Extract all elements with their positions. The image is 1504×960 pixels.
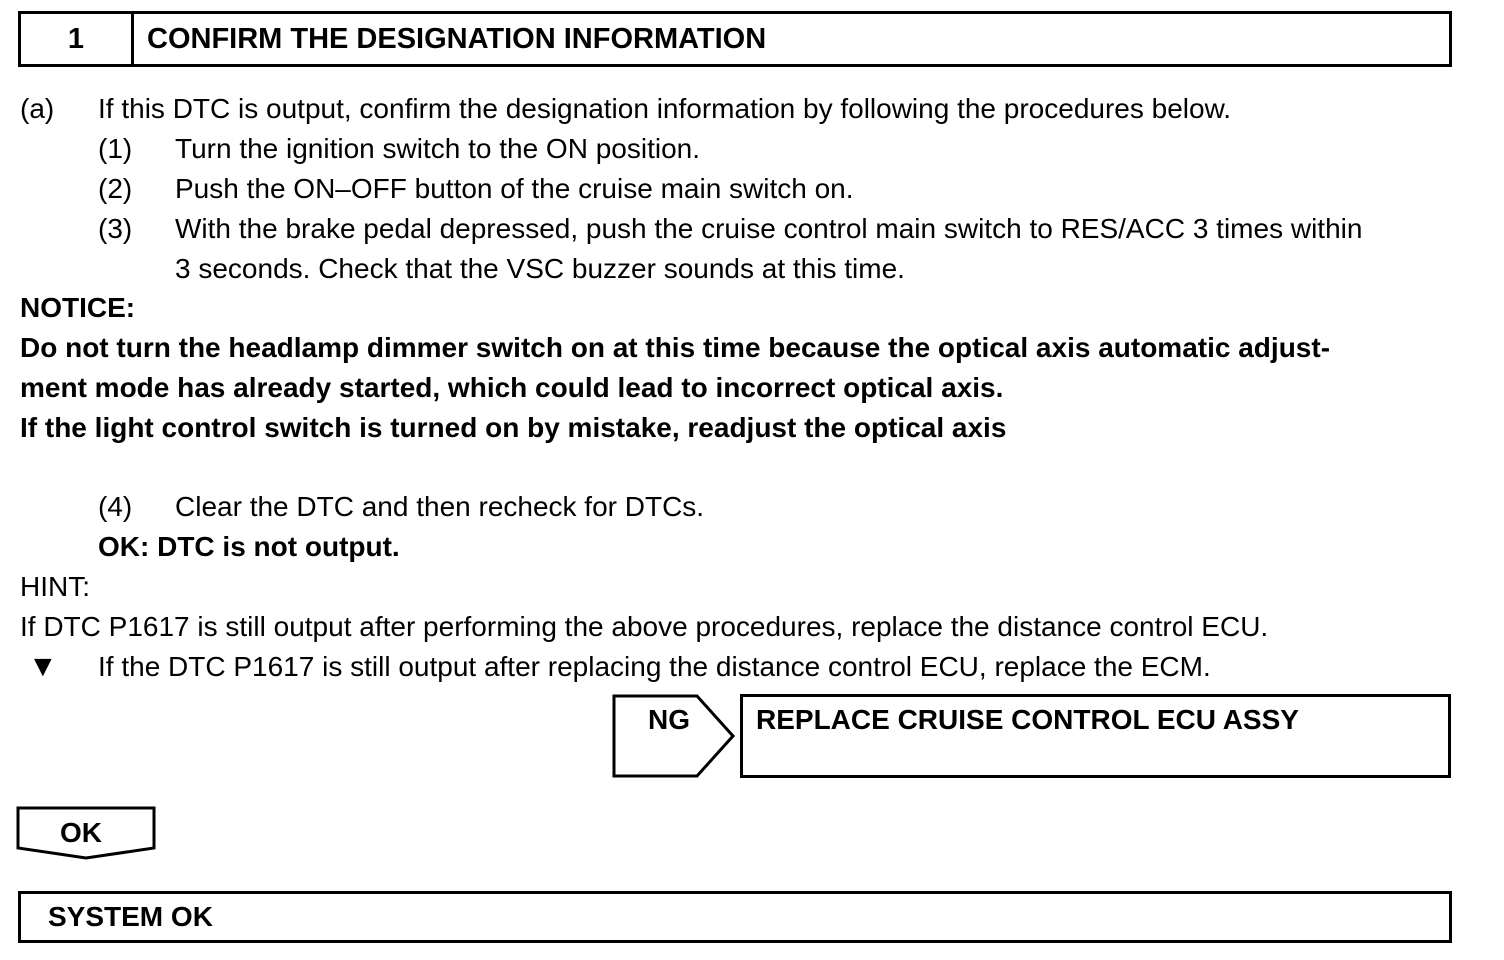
procedure-a-label: (a)	[20, 93, 55, 124]
procedure-step-1-text: Turn the ignition switch to the ON position.	[175, 133, 700, 164]
ok-label: OK	[60, 817, 102, 848]
procedure-step-1-label: (1)	[98, 133, 133, 164]
notice-heading: NOTICE:	[20, 292, 136, 323]
hint-line-2: If the DTC P1617 is still output after replacing the distance control ECU, replace the ECM.	[98, 651, 1211, 682]
procedure-step-3-label: (3)	[98, 213, 133, 244]
result-text: SYSTEM OK	[48, 901, 213, 932]
notice-line-3: If the light control switch is turned on by mistake, readjust the optical axis	[20, 412, 1007, 443]
ng-action-text: REPLACE CRUISE CONTROL ECU ASSY	[756, 704, 1299, 735]
notice-line-2: ment mode has already started, which could lead to incorrect optical axis.	[20, 372, 1004, 403]
procedure-step-4-text: Clear the DTC and then recheck for DTCs.	[175, 491, 705, 522]
step-title: CONFIRM THE DESIGNATION INFORMATION	[147, 23, 767, 55]
result-box	[18, 891, 1452, 943]
step-number: 1	[21, 14, 134, 64]
procedure-step-2-text: Push the ON–OFF button of the cruise main switch on.	[175, 173, 854, 204]
procedure-a-text: If this DTC is output, confirm the designation information by following the procedures below.	[98, 93, 1232, 124]
procedure-step-4-label: (4)	[98, 491, 133, 522]
ok-criteria: OK: DTC is not output.	[98, 531, 400, 562]
notice-line-1: Do not turn the headlamp dimmer switch on at this time because the optical axis automatic adjust-	[20, 332, 1331, 363]
down-triangle-icon: ▼	[28, 650, 58, 683]
procedure-step-3-text-line-1: With the brake pedal depressed, push the cruise control main switch to RES/ACC 3 times within	[175, 213, 1363, 244]
step-header	[18, 11, 1452, 67]
ng-action-box	[740, 694, 1451, 778]
procedure-step-2-label: (2)	[98, 173, 133, 204]
hint-heading: HINT:	[20, 571, 90, 602]
ng-label: NG	[648, 704, 690, 735]
hint-line-1: If DTC P1617 is still output after performing the above procedures, replace the distance control ECU.	[20, 611, 1269, 642]
procedure-step-3-text-line-2: 3 seconds. Check that the VSC buzzer sounds at this time.	[175, 253, 905, 284]
